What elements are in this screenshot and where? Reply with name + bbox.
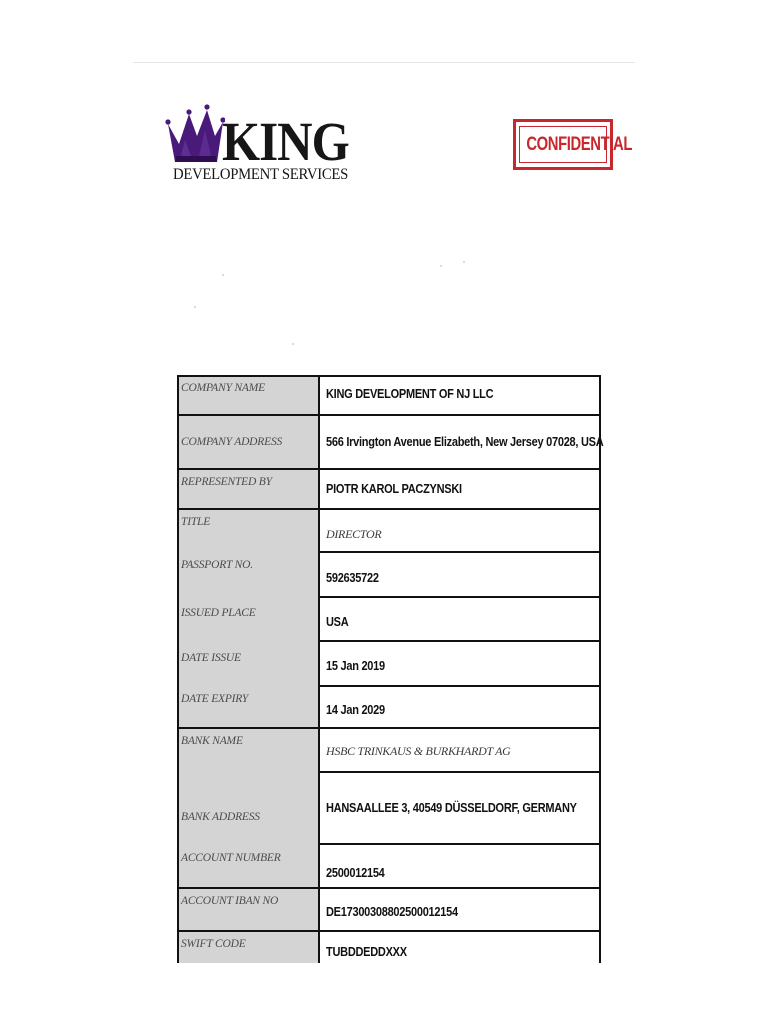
logo-wordmark: KING: [222, 110, 349, 173]
stamp-text: CONFIDENTIAL: [526, 134, 632, 155]
value-represented-by: PIOTR KAROL PACZYNSKI: [326, 482, 462, 496]
speck: [222, 274, 224, 276]
value-date-expiry: 14 Jan 2029: [326, 703, 385, 717]
value-company-address: 566 Irvington Avenue Elizabeth, New Jersey 07028, USA: [326, 435, 604, 449]
logo-subtitle: DEVELOPMENT SERVICES: [173, 166, 349, 183]
value-date-issue: 15 Jan 2019: [326, 659, 385, 673]
value-title: DIRECTOR: [326, 527, 382, 541]
value-bank-name: HSBC TRINKAUS & BURKHARDT AG: [326, 744, 511, 758]
value-account-iban: DE17300308802500012154: [326, 905, 458, 919]
label-company-name: COMPANY NAME: [181, 382, 265, 394]
speck: [440, 265, 442, 267]
label-date-issue: DATE ISSUE: [181, 652, 241, 664]
label-title: TITLE: [181, 516, 211, 528]
label-issued-place: ISSUED PLACE: [181, 607, 256, 619]
label-account-iban: ACCOUNT IBAN NO: [181, 895, 279, 907]
speck: [463, 261, 465, 263]
value-issued-place: USA: [326, 615, 349, 629]
confidential-stamp: [513, 119, 632, 170]
label-represented-by: REPRESENTED BY: [181, 476, 272, 488]
label-bank-address: BANK ADDRESS: [181, 811, 260, 823]
label-passport-no: PASSPORT NO.: [181, 559, 253, 571]
speck: [292, 343, 294, 345]
value-passport-no: 592635722: [326, 571, 379, 585]
value-swift-code: TUBDDEDDXXX: [326, 945, 407, 959]
value-bank-address: HANSAALLEE 3, 40549 DÜSSELDORF, GERMANY: [326, 801, 577, 815]
label-bank-name: BANK NAME: [181, 735, 243, 747]
label-account-number: ACCOUNT NUMBER: [181, 852, 281, 864]
speck: [194, 306, 196, 308]
value-company-name: KING DEVELOPMENT OF NJ LLC: [326, 387, 494, 401]
label-date-expiry: DATE EXPIRY: [181, 693, 249, 705]
label-column: [177, 375, 318, 963]
top-divider: [133, 62, 635, 63]
label-company-address: COMPANY ADDRESS: [181, 436, 283, 448]
value-account-number: 2500012154: [326, 866, 385, 880]
crown-icon: [165, 100, 225, 170]
label-swift-code: SWIFT CODE: [181, 938, 246, 950]
company-details-table: [177, 375, 604, 963]
